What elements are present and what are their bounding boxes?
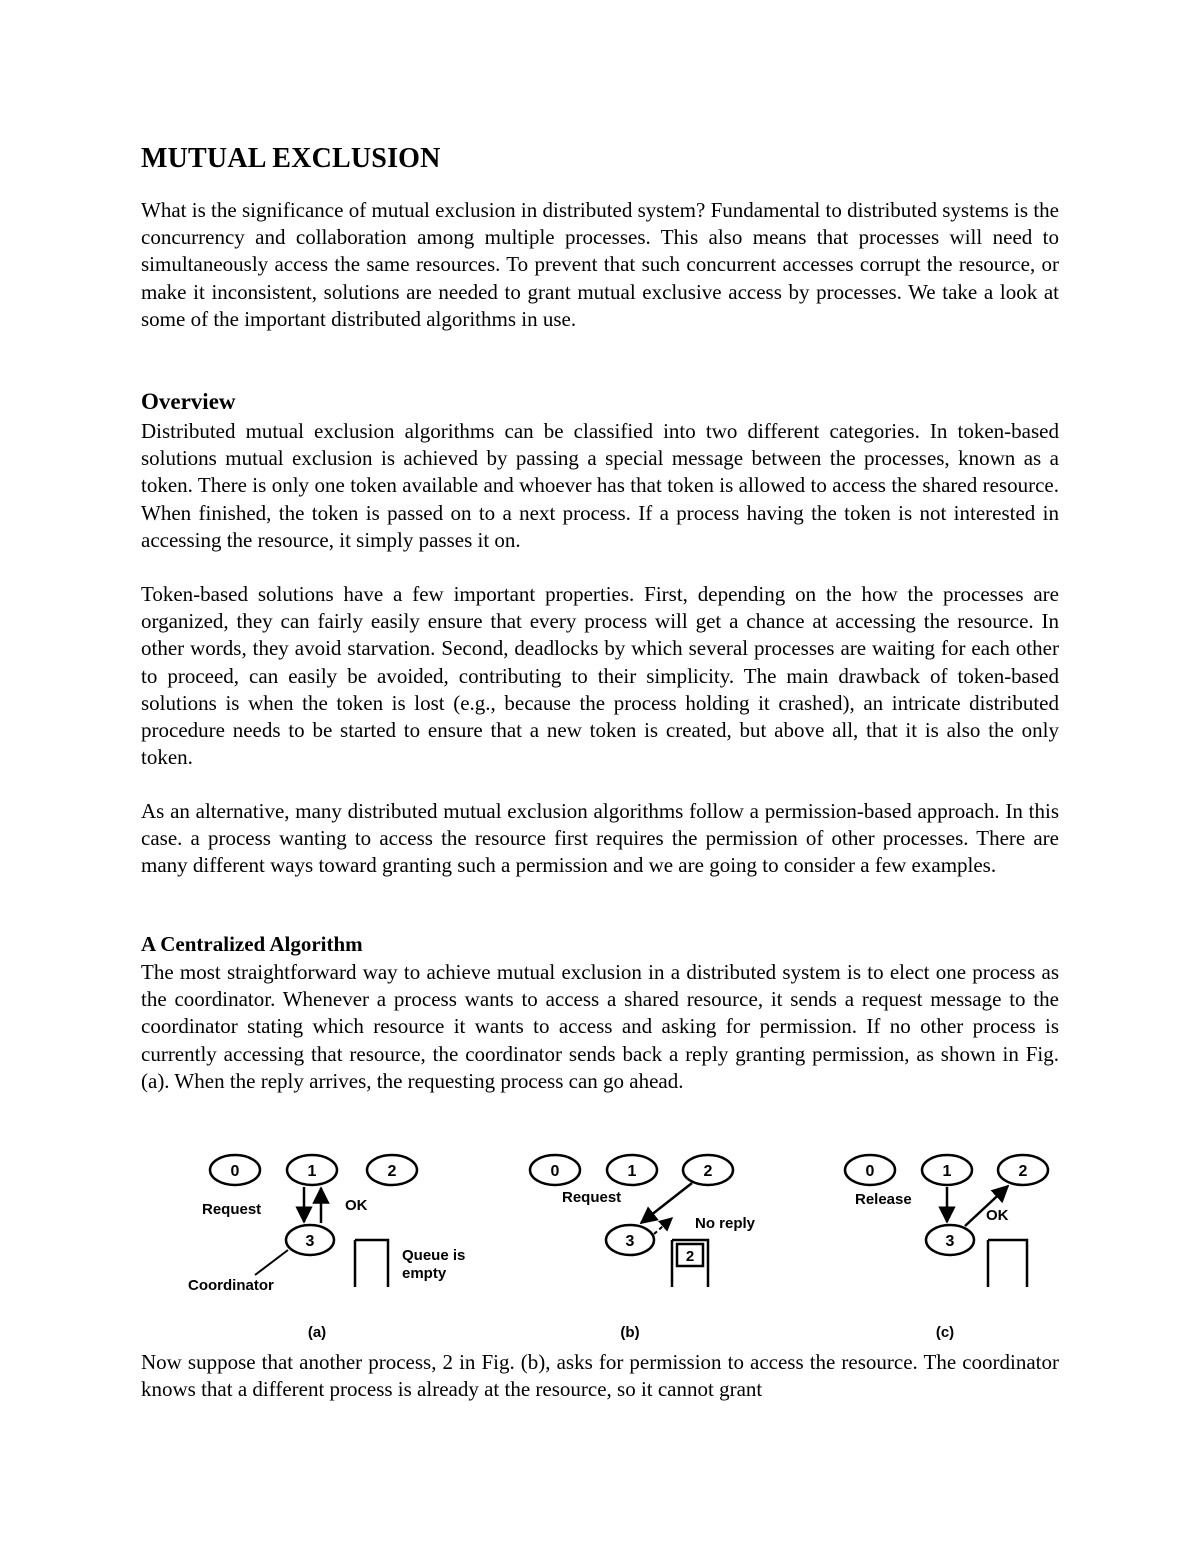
figure-svg: [180, 1150, 1060, 1345]
node-c-2-label: 2: [1018, 1163, 1028, 1180]
node-b-3-label: 3: [625, 1233, 635, 1250]
node-a-3-label: 3: [305, 1233, 315, 1250]
overview-paragraph-3: As an alternative, many distributed mutual exclusion algorithms follow a permission-based approach. In this case. a process wanting to access the resource first requires the permission of other processes. There are many different ways toward granting such a permission and we are going to consider a few examples.: [141, 799, 1059, 878]
panel-a: [188, 1155, 465, 1341]
panel-c: [845, 1155, 1048, 1341]
page-title: MUTUAL EXCLUSION: [141, 143, 441, 174]
queue-c: [988, 1240, 1027, 1287]
node-a-1-label: 1: [307, 1163, 317, 1180]
arrow-b-no-reply: [654, 1218, 672, 1234]
label-a-request: Request: [202, 1201, 262, 1218]
overview-heading: Overview: [141, 389, 236, 414]
label-a-queue-1: Queue is: [402, 1247, 466, 1264]
node-c-3-label: 3: [945, 1233, 955, 1250]
label-a-coordinator: Coordinator: [188, 1277, 274, 1294]
label-c-release: Release: [855, 1191, 912, 1208]
caption-b: (b): [620, 1324, 640, 1341]
node-b-0-label: 0: [550, 1163, 560, 1180]
overview-paragraph-1: Distributed mutual exclusion algorithms can be classified into two different categories. In token-based solutions mutual exclusion is achieved by passing a special message between the processes, known as a token. There is only one token available and whoever has that token is allowed to access the shared resource. When finished, the token is passed on to a next process. If a process having the token is not interested in accessing the resource, it simply passes it on.: [141, 419, 1059, 552]
overview-paragraph-2: Token-based solutions have a few important properties. First, depending on the how the processes are organized, they can fairly easily ensure that every process will get a chance at accessing the resource. In other words, they avoid starvation. Second, deadlocks by which several processes are waiting for each other to proceed, can easily be avoided, contributing to their simplicity. The main drawback of token-based solutions is when the token is lost (e.g., because the process holding it crashed), an intricate distributed procedure needs to be started to ensure that a new token is created, but above all, that it is also the only token.: [141, 582, 1059, 770]
label-b-no-reply: No reply: [695, 1215, 756, 1232]
node-a-0-label: 0: [230, 1163, 240, 1180]
arrow-b-request: [641, 1183, 692, 1223]
centralized-algorithm-figure: [180, 1150, 1060, 1345]
caption-c: (c): [935, 1324, 955, 1341]
queue-a: [355, 1240, 388, 1287]
node-a-2-label: 2: [387, 1163, 397, 1180]
centralized-paragraph-1: The most straightforward way to achieve mutual exclusion in a distributed system is to elect one process as the coordinator. Whenever a process wants to access a shared resource, it sends a request message to the coordinator stating which resource it wants to access and asking for permission. If no other process is currently accessing that resource, the coordinator sends back a reply granting permission, as shown in Fig. (a). When the reply arrives, the requesting process can go ahead.: [141, 960, 1059, 1093]
label-a-queue-2: empty: [402, 1265, 447, 1282]
node-c-1-label: 1: [942, 1163, 952, 1180]
label-a-ok: OK: [345, 1197, 368, 1214]
label-b-queue-item: 2: [685, 1248, 695, 1265]
label-b-request: Request: [562, 1189, 622, 1206]
node-c-0-label: 0: [865, 1163, 875, 1180]
label-c-ok: OK: [986, 1207, 1009, 1224]
intro-paragraph: What is the significance of mutual exclusion in distributed system? Fundamental to distributed systems is the concurrency and collaboration among multiple processes. This also means that processes will need to simultaneously access the same resources. To prevent that such concurrent accesses corrupt the resource, or make it inconsistent, solutions are needed to grant mutual exclusive access by processes. We take a look at some of the important distributed algorithms in use.: [141, 198, 1059, 331]
node-b-2-label: 2: [703, 1163, 713, 1180]
panel-b: [530, 1155, 756, 1341]
node-b-1-label: 1: [627, 1163, 637, 1180]
caption-a: (a): [307, 1324, 327, 1341]
pointer-a-coordinator: [255, 1250, 288, 1275]
centralized-heading: A Centralized Algorithm: [141, 932, 363, 956]
centralized-paragraph-2: Now suppose that another process, 2 in Fig. (b), asks for permission to access the resource. The coordinator knows that a different process is already at the resource, so it cannot grant: [141, 1350, 1059, 1402]
